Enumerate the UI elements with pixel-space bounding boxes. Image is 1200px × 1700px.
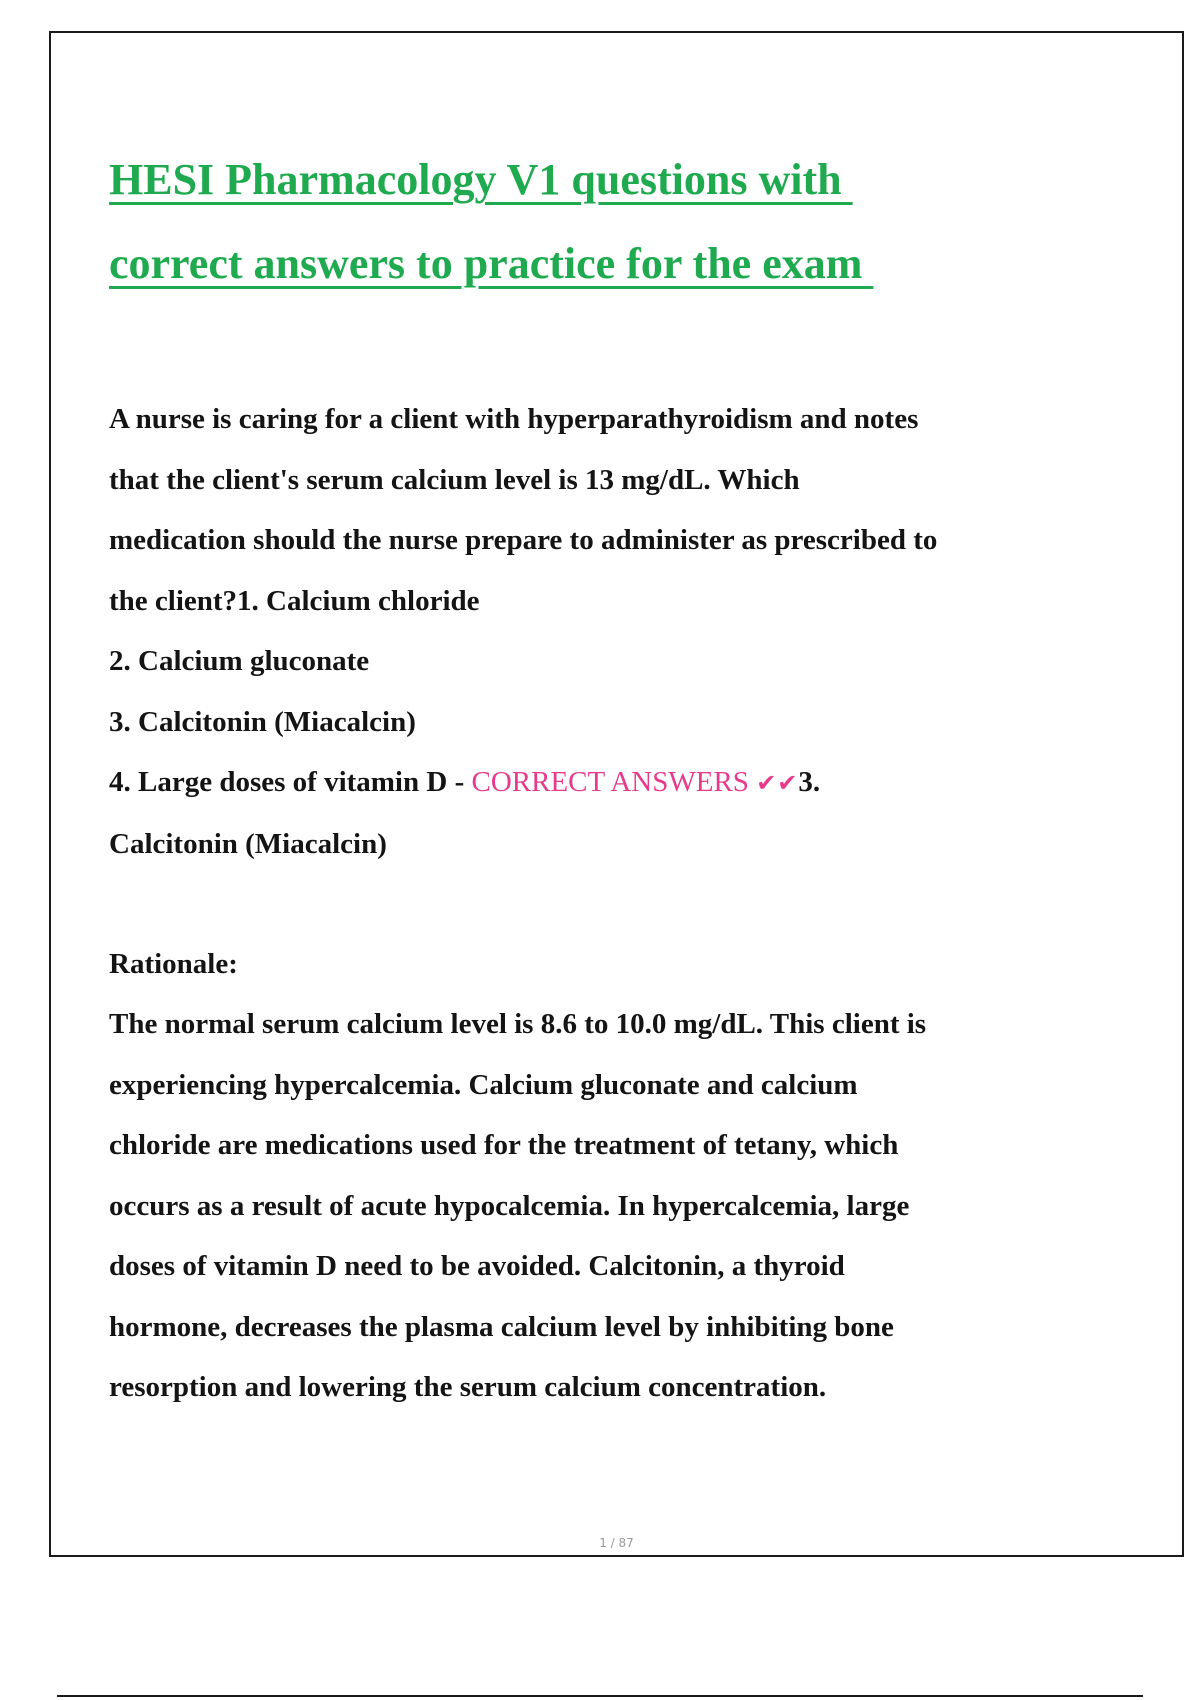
question-block xyxy=(109,389,1069,874)
question-line: that the client's serum calcium level is 13 mg/dL. Which xyxy=(109,463,800,496)
question-line: medication should the nurse prepare to administer as prescribed to xyxy=(109,524,938,556)
title-line-1: HESI Pharmacology V1 questions with xyxy=(109,155,853,204)
question-line-option-1: the client?1. Calcium chloride xyxy=(109,584,480,617)
rationale-line: experiencing hypercalcemia. Calcium gluconate and calcium xyxy=(109,1068,858,1101)
rationale-line: hormone, decreases the plasma calcium level by inhibiting bone xyxy=(109,1310,894,1343)
document-title xyxy=(109,138,1109,306)
correct-answers-label: CORRECT ANSWERS xyxy=(471,766,757,798)
rationale-line: doses of vitamin D need to be avoided. Calcitonin, a thyroid xyxy=(109,1250,845,1282)
rationale-line: occurs as a result of acute hypocalcemia. In hypercalcemia, large xyxy=(109,1189,910,1222)
question-option-3: 3. Calcitonin (Miacalcin) xyxy=(109,705,416,738)
rationale-heading: Rationale: xyxy=(109,948,238,980)
double-check-icon: ✔✔ xyxy=(756,769,799,797)
answer-text: Calcitonin (Miacalcin) xyxy=(109,827,387,860)
rationale-line: resorption and lowering the serum calcium concentration. xyxy=(109,1371,827,1403)
question-option-2: 2. Calcium gluconate xyxy=(109,645,370,677)
rationale-line: chloride are medications used for the treatment of tetany, which xyxy=(109,1129,899,1161)
answer-number: 3. xyxy=(798,766,821,798)
question-option-4 xyxy=(109,752,1069,814)
title-line-2: correct answers to practice for the exam xyxy=(109,239,874,288)
question-line: A nurse is caring for a client with hyperparathyroidism and notes xyxy=(109,403,919,435)
rationale-block xyxy=(109,994,1069,1418)
bottom-divider xyxy=(57,1695,1143,1697)
option-4-text: 4. Large doses of vitamin D - xyxy=(109,766,472,798)
rationale-line: The normal serum calcium level is 8.6 to 10.0 mg/dL. This client is xyxy=(109,1008,927,1040)
page-number: 1 / 87 xyxy=(599,1536,634,1550)
